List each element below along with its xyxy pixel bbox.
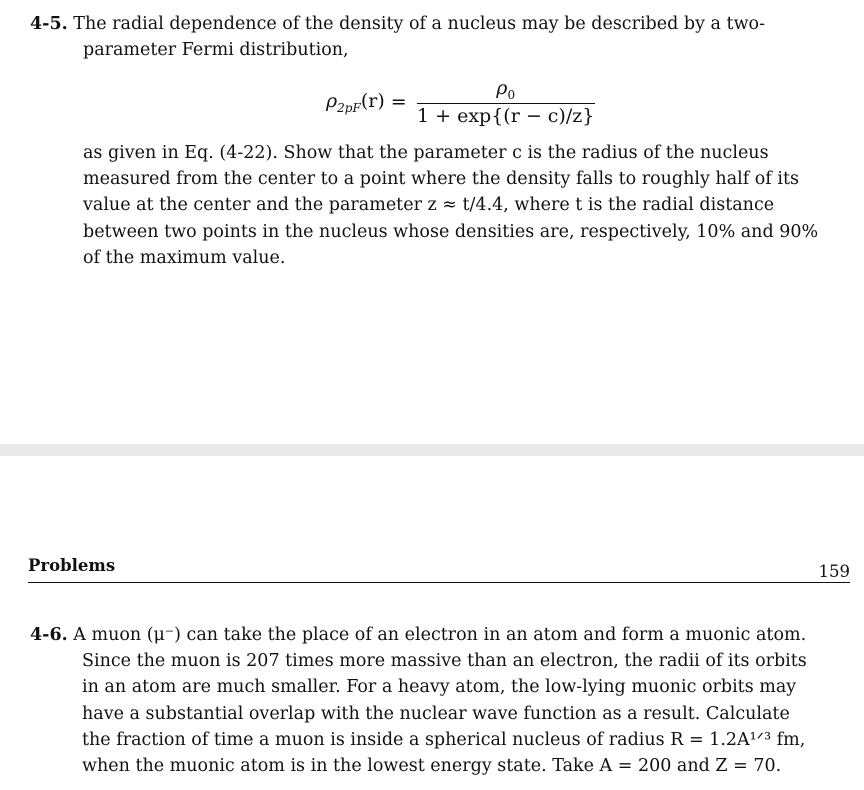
- problem-4-6-first-line: [30, 622, 855, 648]
- body-line: have a substantial overlap with the nuclear wave function as a result. Calculate: [82, 703, 790, 724]
- equals-sign: =: [390, 91, 407, 113]
- body-line: of the maximum value.: [83, 247, 286, 268]
- running-head: [28, 556, 850, 583]
- body-line: when the muonic atom is in the lowest energy state. Take A = 200 and Z = 70.: [82, 756, 782, 777]
- body-line: as given in Eq. (4-22). Show that the parameter c is the radius of the nucleus: [83, 143, 769, 163]
- body-line: measured from the center to a point where the density falls to roughly half of its: [83, 169, 799, 190]
- problem-4-5: [30, 11, 845, 63]
- body-line: in an atom are much smaller. For a heavy atom, the low-lying muonic orbits may: [82, 677, 797, 698]
- page-separator: [0, 444, 864, 456]
- page-number: 159: [818, 562, 850, 581]
- section-title: Problems: [28, 556, 116, 575]
- problem-number: 4-6.: [30, 625, 68, 645]
- problem-intro-line-2: parameter Fermi distribution,: [83, 40, 349, 60]
- equation-denominator: 1 + exp{(r − c)/z}: [416, 104, 595, 127]
- problem-4-6: [30, 622, 855, 779]
- body-line: value at the center and the parameter z ≈ t/4.4, where t is the radial distance: [83, 195, 775, 216]
- problem-intro-line-1: The radial dependence of the density of a nucleus may be described by a two-: [73, 14, 765, 34]
- problem-line-1: A muon (μ⁻) can take the place of an electron in an atom and form a muonic atom.: [73, 625, 807, 645]
- problem-4-5-body: [83, 140, 853, 271]
- body-line: between two points in the nucleus whose densities are, respectively, 10% and 90%: [83, 221, 819, 242]
- fermi-equation: [326, 77, 595, 127]
- equation-fraction: [417, 77, 595, 127]
- equation-lhs: $\rho_{2pF}(r)$: [326, 89, 385, 115]
- equation-numerator: $\rho_0$: [496, 77, 516, 102]
- problem-4-5-first-line: [30, 11, 845, 37]
- body-line: the fraction of time a muon is inside a spherical nucleus of radius R = 1.2A¹ᐟ³ fm,: [82, 729, 806, 750]
- body-line: Since the muon is 207 times more massive than an electron, the radii of its orbits: [82, 651, 807, 672]
- problem-number: 4-5.: [30, 14, 68, 34]
